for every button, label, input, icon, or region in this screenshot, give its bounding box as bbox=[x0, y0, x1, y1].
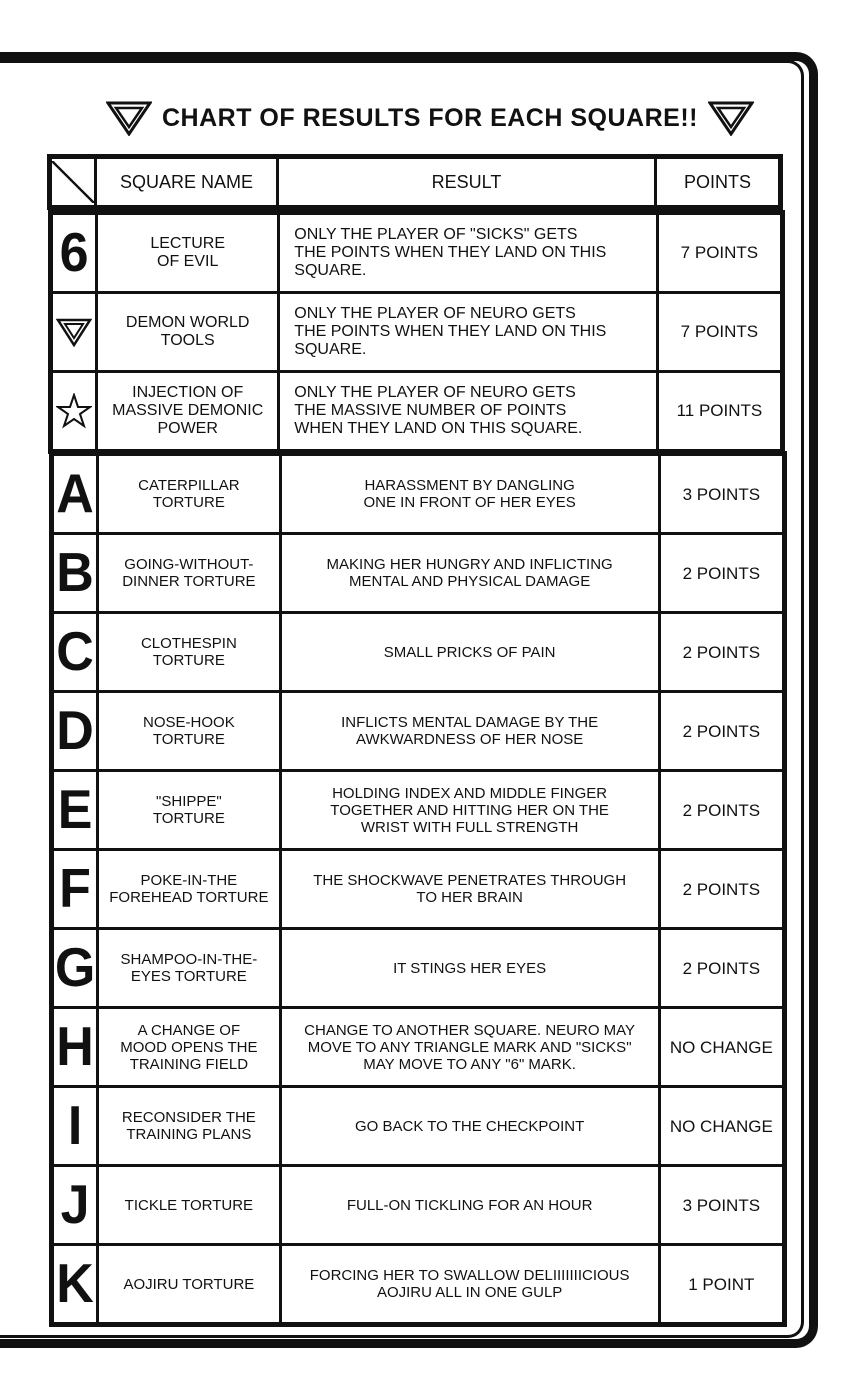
header-table bbox=[47, 154, 783, 210]
table-row bbox=[52, 454, 785, 534]
square-name: AOJIRU TORTURE bbox=[98, 1245, 280, 1325]
square-name: "SHIPPE" TORTURE bbox=[98, 771, 280, 850]
square-name: NOSE-HOOK TORTURE bbox=[98, 692, 280, 771]
square-result: FULL-ON TICKLING FOR AN HOUR bbox=[280, 1166, 659, 1245]
square-points: 2 POINTS bbox=[659, 771, 784, 850]
square-name: A CHANGE OF MOOD OPENS THE TRAINING FIELD bbox=[98, 1008, 280, 1087]
chart-title: CHART OF RESULTS FOR EACH SQUARE!! bbox=[162, 103, 698, 132]
chart-heading bbox=[100, 98, 760, 138]
square-name: GOING-WITHOUT- DINNER TORTURE bbox=[98, 534, 280, 613]
special-squares-table bbox=[48, 210, 785, 454]
row-mark: H bbox=[52, 1008, 98, 1087]
row-mark: A bbox=[52, 454, 98, 534]
row-mark: B bbox=[52, 534, 98, 613]
square-result: HARASSMENT BY DANGLING ONE IN FRONT OF HER EYES bbox=[280, 454, 659, 534]
square-result: ONLY THE PLAYER OF NEURO GETS THE MASSIVE NUMBER OF POINTS WHEN THEY LAND ON THIS SQUARE. bbox=[279, 372, 658, 452]
row-mark: G bbox=[52, 929, 98, 1008]
table-row bbox=[51, 213, 783, 293]
table-row bbox=[52, 1087, 785, 1166]
square-points: 2 POINTS bbox=[659, 850, 784, 929]
table-row bbox=[52, 771, 785, 850]
square-points: 3 POINTS bbox=[659, 454, 784, 534]
row-mark: I bbox=[52, 1087, 98, 1166]
table-row bbox=[52, 1245, 785, 1325]
row-mark bbox=[51, 213, 97, 293]
square-result: THE SHOCKWAVE PENETRATES THROUGH TO HER BRAIN bbox=[280, 850, 659, 929]
table-row bbox=[52, 929, 785, 1008]
square-result: ONLY THE PLAYER OF NEURO GETS THE POINTS WHEN THEY LAND ON THIS SQUARE. bbox=[279, 293, 658, 372]
table-row bbox=[52, 534, 785, 613]
square-name: CLOTHESPIN TORTURE bbox=[98, 613, 280, 692]
square-result: CHANGE TO ANOTHER SQUARE. NEURO MAY MOVE TO ANY TRIANGLE MARK AND "SICKS" MAY MOVE TO ANY "6" MARK. bbox=[280, 1008, 659, 1087]
square-points: NO CHANGE bbox=[659, 1087, 784, 1166]
table-row bbox=[52, 692, 785, 771]
square-points: 7 POINTS bbox=[657, 213, 782, 293]
square-name: SHAMPOO-IN-THE- EYES TORTURE bbox=[98, 929, 280, 1008]
square-points: 3 POINTS bbox=[659, 1166, 784, 1245]
square-points: NO CHANGE bbox=[659, 1008, 784, 1087]
square-result: ONLY THE PLAYER OF "SICKS" GETS THE POINTS WHEN THEY LAND ON THIS SQUARE. bbox=[279, 213, 658, 293]
header-row bbox=[50, 157, 781, 208]
square-result: IT STINGS HER EYES bbox=[280, 929, 659, 1008]
square-result: SMALL PRICKS OF PAIN bbox=[280, 613, 659, 692]
row-mark: J bbox=[52, 1166, 98, 1245]
square-name: LECTURE OF EVIL bbox=[97, 213, 279, 293]
column-header-result: RESULT bbox=[278, 157, 656, 208]
square-result: MAKING HER HUNGRY AND INFLICTING MENTAL AND PHYSICAL DAMAGE bbox=[280, 534, 659, 613]
row-mark: F bbox=[52, 850, 98, 929]
column-header-name: SQUARE NAME bbox=[96, 157, 278, 208]
star-icon bbox=[56, 393, 92, 429]
square-points: 1 POINT bbox=[659, 1245, 784, 1325]
table-row bbox=[52, 1008, 785, 1087]
square-points: 2 POINTS bbox=[659, 534, 784, 613]
row-mark: K bbox=[52, 1245, 98, 1325]
row-mark: D bbox=[52, 692, 98, 771]
square-name: CATERPILLAR TORTURE bbox=[98, 454, 280, 534]
table-row bbox=[52, 1166, 785, 1245]
table-row bbox=[52, 613, 785, 692]
square-name: POKE-IN-THE FOREHEAD TORTURE bbox=[98, 850, 280, 929]
torture-squares-table bbox=[49, 451, 787, 1327]
row-mark: C bbox=[52, 613, 98, 692]
square-name: DEMON WORLD TOOLS bbox=[97, 293, 279, 372]
square-result: FORCING HER TO SWALLOW DELIIIIIIICIOUS AOJIRU ALL IN ONE GULP bbox=[280, 1245, 659, 1325]
row-mark bbox=[51, 372, 97, 452]
square-points: 11 POINTS bbox=[657, 372, 782, 452]
table-row bbox=[51, 293, 783, 372]
triangle-icon bbox=[106, 100, 152, 136]
column-header-points: POINTS bbox=[656, 157, 781, 208]
triangle-icon bbox=[708, 100, 754, 136]
row-mark bbox=[51, 293, 97, 372]
square-result: HOLDING INDEX AND MIDDLE FINGER TOGETHER AND HITTING HER ON THE WRIST WITH FULL STRENGTH bbox=[280, 771, 659, 850]
square-points: 2 POINTS bbox=[659, 692, 784, 771]
square-points: 2 POINTS bbox=[659, 929, 784, 1008]
square-points: 7 POINTS bbox=[657, 293, 782, 372]
square-result: GO BACK TO THE CHECKPOINT bbox=[280, 1087, 659, 1166]
square-points: 2 POINTS bbox=[659, 613, 784, 692]
square-name: INJECTION OF MASSIVE DEMONIC POWER bbox=[97, 372, 279, 452]
mark-6: 6 bbox=[59, 222, 89, 284]
table-row bbox=[52, 850, 785, 929]
table-row bbox=[51, 372, 783, 452]
square-name: RECONSIDER THE TRAINING PLANS bbox=[98, 1087, 280, 1166]
square-name: TICKLE TORTURE bbox=[98, 1166, 280, 1245]
corner-cell bbox=[50, 157, 96, 208]
triangle-icon bbox=[56, 317, 92, 347]
square-result: INFLICTS MENTAL DAMAGE BY THE AWKWARDNESS OF HER NOSE bbox=[280, 692, 659, 771]
row-mark: E bbox=[52, 771, 98, 850]
